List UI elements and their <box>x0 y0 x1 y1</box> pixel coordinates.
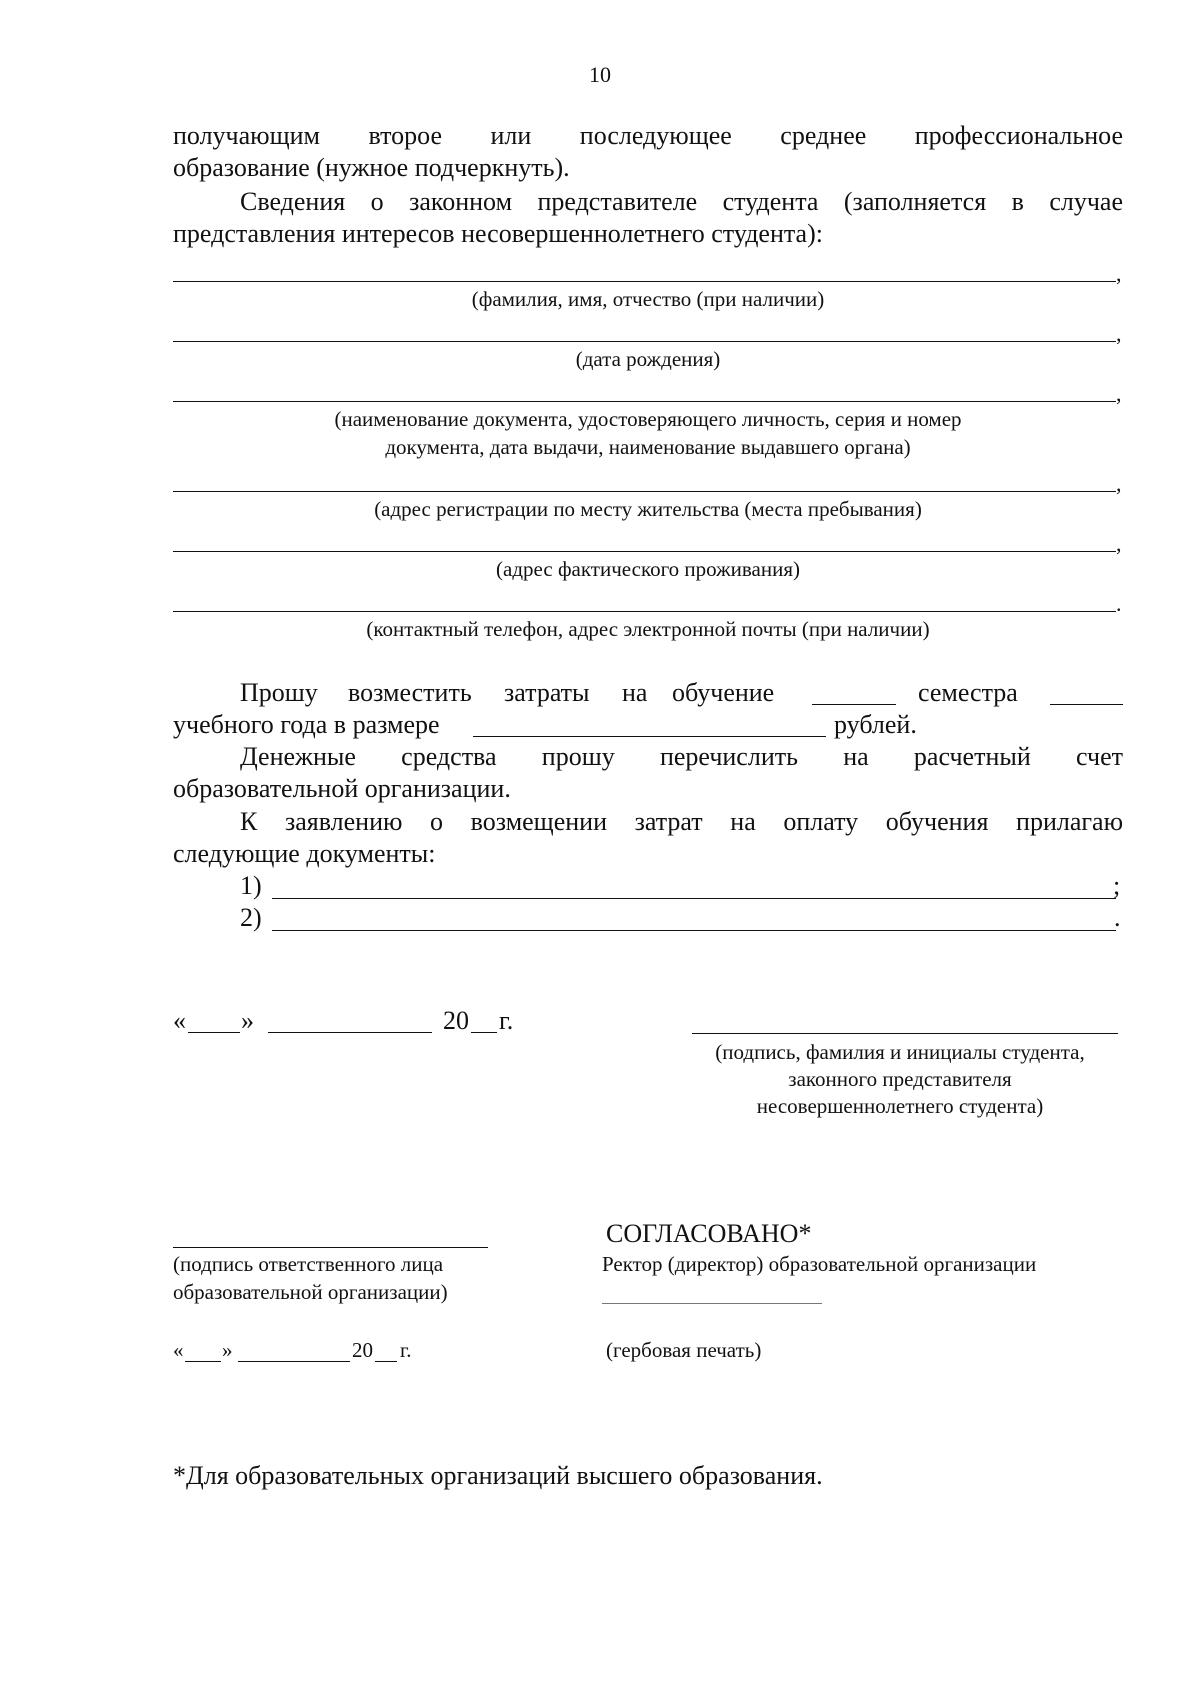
day-blank[interactable] <box>188 1032 240 1033</box>
student-signature-caption-3: несовершеннолетнего студента) <box>756 1094 1044 1118</box>
month-blank[interactable] <box>268 1032 432 1033</box>
page-number: 10 <box>589 62 611 87</box>
registration-address-caption: (адрес регистрации по месту жительства (места пребывания) <box>374 497 922 521</box>
attachment-2-line[interactable] <box>272 930 1116 931</box>
year-blank[interactable] <box>471 1032 497 1033</box>
identity-document-caption-2: документа, дата выдачи, наименование выдавшего органа) <box>385 435 911 459</box>
official-day-blank[interactable] <box>185 1361 221 1362</box>
semicolon: ; <box>1113 871 1121 900</box>
year-suffix: г. <box>499 1006 514 1035</box>
rector-signature-line[interactable] <box>602 1303 822 1304</box>
contacts-caption: (контактный телефон, адрес электронной почты (при наличии) <box>366 617 930 641</box>
quote-open: « <box>173 1338 184 1362</box>
comma: , <box>1116 321 1122 346</box>
student-signature-caption-1: (подпись, фамилия и инициалы студента, <box>715 1040 1085 1064</box>
comma: , <box>1116 531 1122 556</box>
request-word: на <box>622 678 648 707</box>
request-word: обучение <box>672 678 775 707</box>
contacts-field-line[interactable] <box>173 611 1116 612</box>
request-word: семестра <box>918 678 1018 707</box>
comma: , <box>1116 261 1122 286</box>
name-caption: (фамилия, имя, отчество (при наличии) <box>471 287 825 311</box>
student-signature-line[interactable] <box>692 1033 1118 1034</box>
period: . <box>1116 591 1122 616</box>
birth-date-field-line[interactable] <box>173 341 1116 342</box>
intro-line-2: образование (нужное подчеркнуть). <box>173 153 570 182</box>
actual-address-caption: (адрес фактического проживания) <box>496 557 800 581</box>
student-signature-caption-2: законного представителя <box>788 1067 1012 1091</box>
representative-heading-1: Сведения о законном представителе студента (заполняется в случае <box>240 187 1123 216</box>
official-caption-2: образовательной организации) <box>173 1280 448 1304</box>
seal-label: (гербовая печать) <box>606 1338 762 1362</box>
rector-label: Ректор (директор) образовательной организации <box>602 1252 1037 1276</box>
money-line-1: Денежные средства прошу перечислить на расчетный счет <box>240 742 1123 771</box>
academic-year-blank[interactable] <box>1050 704 1123 705</box>
official-year-blank[interactable] <box>375 1361 397 1362</box>
rubles-label: рублей. <box>834 710 917 739</box>
actual-address-field-line[interactable] <box>173 551 1116 552</box>
registration-address-field-line[interactable] <box>173 491 1116 492</box>
intro-line-1: получающим второе или последующее среднее профессиональное <box>173 121 1123 150</box>
money-line-2: образовательной организации. <box>173 774 511 803</box>
request-word: затраты <box>504 678 590 707</box>
comma: , <box>1116 381 1122 406</box>
identity-document-field-line[interactable] <box>173 401 1116 402</box>
official-caption-1: (подпись ответственного лица <box>173 1252 444 1276</box>
request-word: Прошу <box>240 678 318 707</box>
year-prefix: 20 <box>443 1006 469 1035</box>
representative-heading-2: представления интересов несовершеннолетнего студента): <box>173 219 823 248</box>
request-word: возместить <box>348 678 472 707</box>
attachments-line-2: следующие документы: <box>173 839 436 868</box>
attachments-line-1: К заявлению о возмещении затрат на оплату обучения прилагаю <box>240 807 1123 836</box>
footnote: *Для образовательных организаций высшего образования. <box>173 1461 823 1490</box>
comma: , <box>1116 471 1122 496</box>
birth-date-caption: (дата рождения) <box>575 347 721 371</box>
attachment-item-number: 2) <box>240 903 262 932</box>
official-signature-line[interactable] <box>173 1247 488 1248</box>
official-year-suffix: г. <box>400 1338 412 1362</box>
attachment-item-number: 1) <box>240 871 262 900</box>
quote-close: » <box>222 1338 233 1362</box>
official-month-blank[interactable] <box>238 1361 350 1362</box>
identity-document-caption-1: (наименование документа, удостоверяющего личность, серия и номер <box>334 407 962 431</box>
attachment-1-line[interactable] <box>272 898 1116 899</box>
quote-close: » <box>241 1006 254 1035</box>
semester-number-blank[interactable] <box>812 704 896 705</box>
official-year-prefix: 20 <box>352 1338 373 1362</box>
name-field-line[interactable] <box>173 281 1116 282</box>
request-line-2-label: учебного года в размере <box>173 710 440 739</box>
approval-title: СОГЛАСОВАНО* <box>606 1219 812 1248</box>
period: . <box>1114 903 1121 932</box>
quote-open: « <box>173 1006 186 1035</box>
amount-blank[interactable] <box>473 736 826 737</box>
